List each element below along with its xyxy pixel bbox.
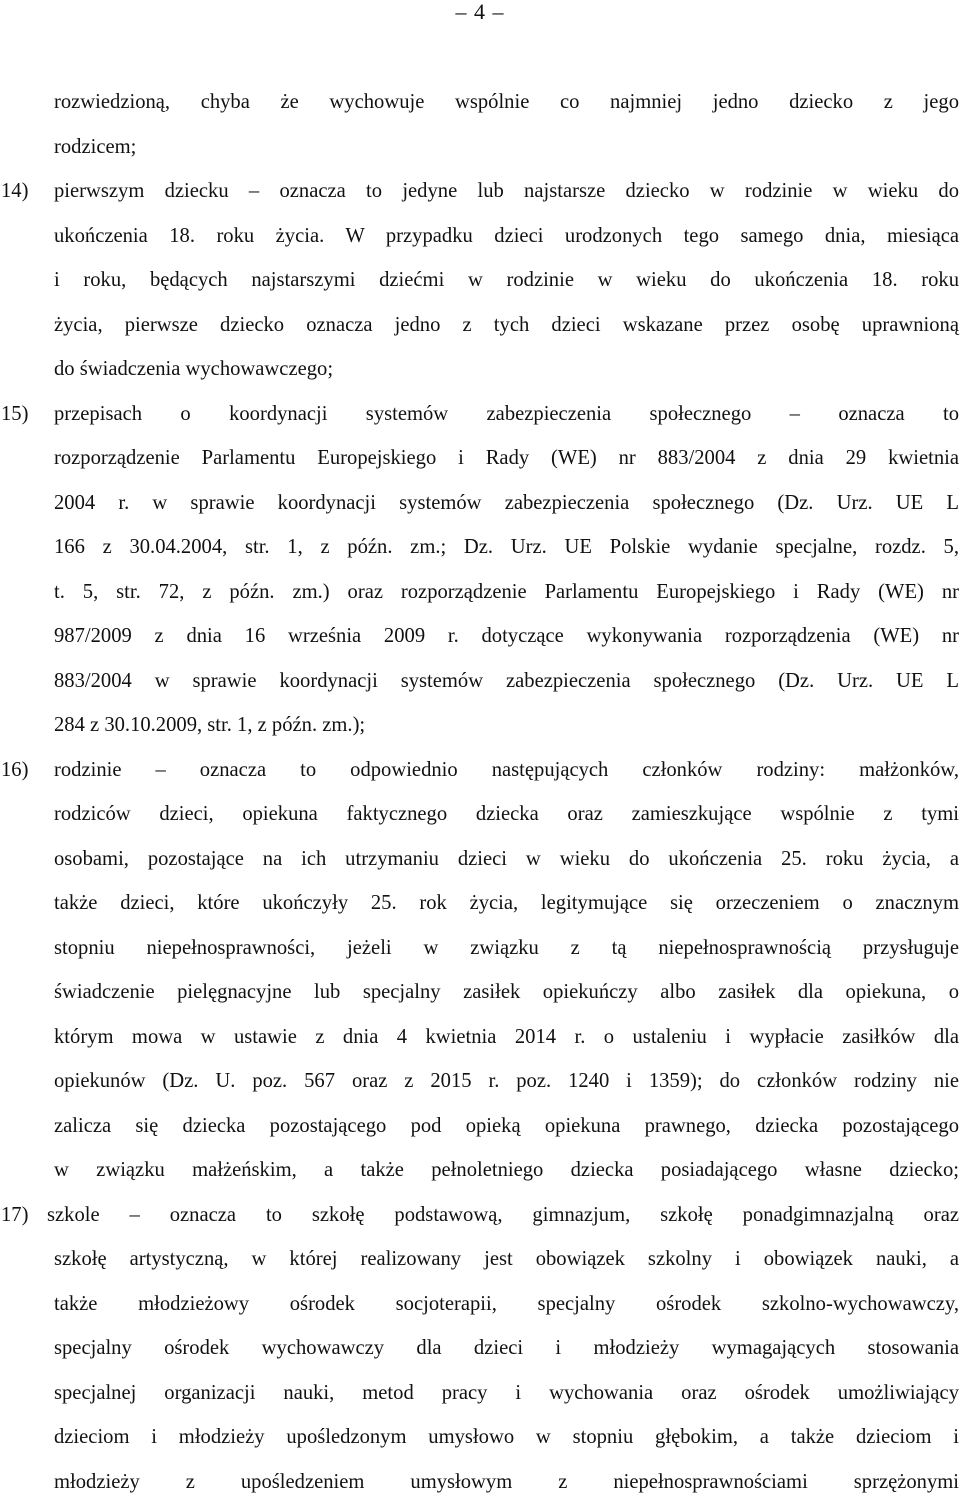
document-body xyxy=(0,80,960,1504)
line-text: do świadczenia wychowawczego; xyxy=(54,347,959,392)
text-line xyxy=(0,80,960,125)
text-line xyxy=(0,1015,960,1060)
line-text: stopniu niepełnosprawności, jeżeli w związku z tą niepełnosprawnością przysługuje xyxy=(54,926,959,971)
line-text: t. 5, str. 72, z późn. zm.) oraz rozporządzenie Parlamentu Europejskiego i Rady (WE) nr xyxy=(54,570,959,615)
text-line xyxy=(0,1326,960,1371)
text-line xyxy=(0,703,960,748)
line-text: osobami, pozostające na ich utrzymaniu dzieci w wieku do ukończenia 25. roku życia, a xyxy=(54,837,959,882)
text-line xyxy=(0,1460,960,1504)
text-line xyxy=(0,614,960,659)
text-line xyxy=(0,347,960,392)
line-text: zalicza się dziecka pozostającego pod opieką opiekuna prawnego, dziecka pozostającego xyxy=(54,1104,959,1149)
text-line xyxy=(0,659,960,704)
line-text: którym mowa w ustawie z dnia 4 kwietnia 2014 r. o ustaleniu i wypłacie zasiłków dla xyxy=(54,1015,959,1060)
text-line xyxy=(0,1237,960,1282)
line-text: specjalny ośrodek wychowawczy dla dzieci i młodzieży wymagających stosowania xyxy=(54,1326,959,1371)
line-text: dzieciom i młodzieży upośledzonym umysłowo w stopniu głębokim, a także dzieciom i xyxy=(54,1415,959,1460)
line-text: 284 z 30.10.2009, str. 1, z późn. zm.); xyxy=(54,703,959,748)
text-line xyxy=(0,525,960,570)
text-line xyxy=(0,1104,960,1149)
line-text: rozwiedzioną, chyba że wychowuje wspólnie co najmniej jedno dziecko z jego xyxy=(54,80,959,125)
line-text: młodzieży z upośledzeniem umysłowym z niepełnosprawnościami sprzężonymi xyxy=(54,1460,959,1504)
text-line xyxy=(0,214,960,259)
line-text: i roku, będących najstarszymi dziećmi w rodzinie w wieku do ukończenia 18. roku xyxy=(54,258,959,303)
page-number: – 4 – xyxy=(0,0,960,26)
line-text: życia, pierwsze dziecko oznacza jedno z tych dzieci wskazane przez osobę uprawnioną xyxy=(54,303,959,348)
line-text: świadczenie pielęgnacyjne lub specjalny zasiłek opiekuńczy albo zasiłek dla opiekuna, o xyxy=(54,970,959,1015)
text-line xyxy=(0,837,960,882)
text-line xyxy=(0,792,960,837)
line-text: 883/2004 w sprawie koordynacji systemów zabezpieczenia społecznego (Dz. Urz. UE L xyxy=(54,659,959,704)
line-text: rozporządzenie Parlamentu Europejskiego i Rady (WE) nr 883/2004 z dnia 29 kwietnia xyxy=(54,436,959,481)
list-item-number: 16) xyxy=(1,748,28,793)
line-text: także młodzieżowy ośrodek socjoterapii, specjalny ośrodek szkolno-wychowawczy, xyxy=(54,1282,959,1327)
list-item-number: 17) xyxy=(1,1193,28,1238)
text-line xyxy=(0,436,960,481)
text-line xyxy=(0,881,960,926)
line-text: ukończenia 18. roku życia. W przypadku dzieci urodzonych tego samego dnia, miesiąca xyxy=(54,214,959,259)
line-text: szkołę artystyczną, w której realizowany jest obowiązek szkolny i obowiązek nauki, a xyxy=(54,1237,959,1282)
line-text: 166 z 30.04.2004, str. 1, z późn. zm.; Dz. Urz. UE Polskie wydanie specjalne, rozdz. 5, xyxy=(54,525,959,570)
line-text: rodziców dzieci, opiekuna faktycznego dziecka oraz zamieszkujące wspólnie z tymi xyxy=(54,792,959,837)
text-line xyxy=(0,303,960,348)
text-line xyxy=(0,1148,960,1193)
text-line xyxy=(0,169,960,214)
line-text: specjalnej organizacji nauki, metod pracy i wychowania oraz ośrodek umożliwiający xyxy=(54,1371,959,1416)
line-text: 2004 r. w sprawie koordynacji systemów zabezpieczenia społecznego (Dz. Urz. UE L xyxy=(54,481,959,526)
line-text: przepisach o koordynacji systemów zabezpieczenia społecznego – oznacza to xyxy=(54,392,959,437)
text-line xyxy=(0,258,960,303)
list-item-number: 15) xyxy=(1,392,28,437)
line-text: opiekunów (Dz. U. poz. 567 oraz z 2015 r. poz. 1240 i 1359); do członków rodziny nie xyxy=(54,1059,959,1104)
text-line xyxy=(0,1415,960,1460)
text-line xyxy=(0,1371,960,1416)
text-line xyxy=(0,125,960,170)
line-text: rodzicem; xyxy=(54,125,959,170)
text-line xyxy=(0,1282,960,1327)
text-line xyxy=(0,1059,960,1104)
text-line xyxy=(0,970,960,1015)
line-text: w związku małżeńskim, a także pełnoletniego dziecka posiadającego własne dziecko; xyxy=(54,1148,959,1193)
line-text: rodzinie – oznacza to odpowiednio następujących członków rodziny: małżonków, xyxy=(54,748,959,793)
line-text: szkole – oznacza to szkołę podstawową, gimnazjum, szkołę ponadgimnazjalną oraz xyxy=(47,1193,959,1238)
line-text: także dzieci, które ukończyły 25. rok życia, legitymujące się orzeczeniem o znacznym xyxy=(54,881,959,926)
text-line xyxy=(0,481,960,526)
text-line xyxy=(0,570,960,615)
text-line xyxy=(0,748,960,793)
text-line xyxy=(0,392,960,437)
text-line xyxy=(0,926,960,971)
text-line xyxy=(0,1193,960,1238)
line-text: 987/2009 z dnia 16 września 2009 r. dotyczące wykonywania rozporządzenia (WE) nr xyxy=(54,614,959,659)
line-text: pierwszym dziecku – oznacza to jedyne lub najstarsze dziecko w rodzinie w wieku do xyxy=(54,169,959,214)
list-item-number: 14) xyxy=(1,169,28,214)
